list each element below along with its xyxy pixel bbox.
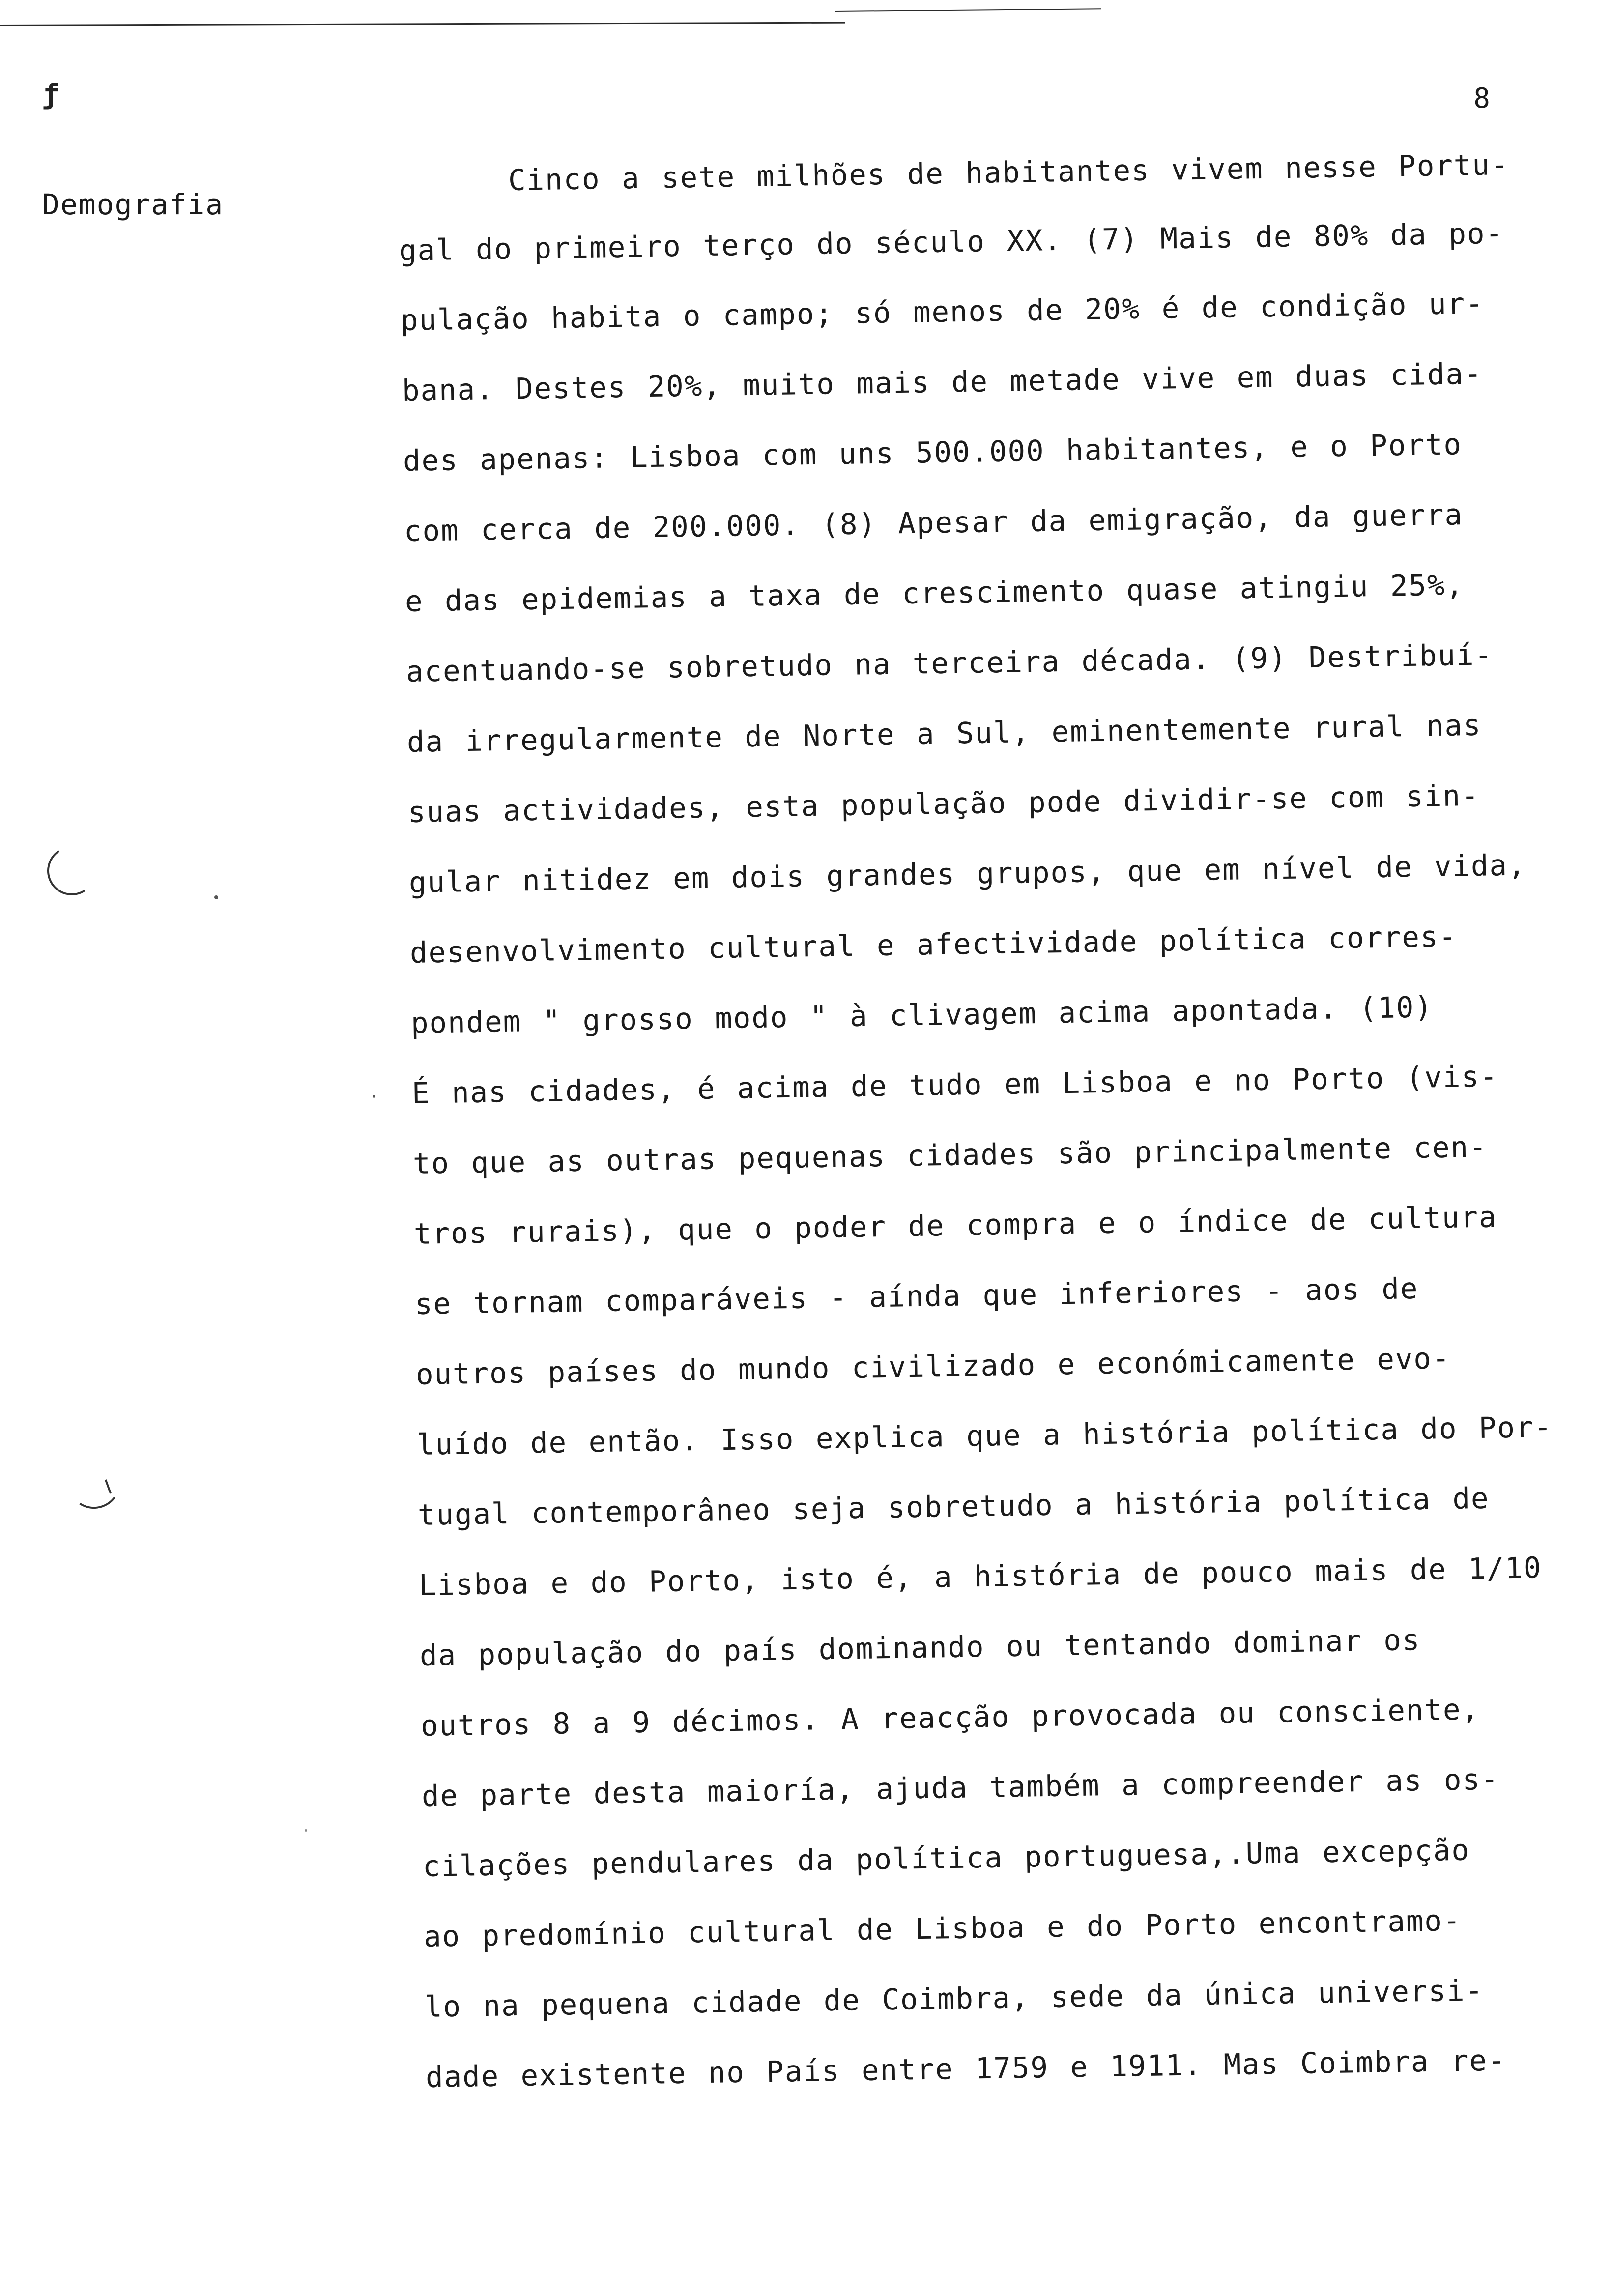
text-line: Cinco a sete milhões de habitantes vivem nesse Portu- [508,147,1509,197]
text-line: des apenas: Lisboa com uns 500.000 habitantes, e o Porto [403,427,1463,478]
text-line: tros rurais), que o poder de compra e o índice de cultura [413,1200,1497,1251]
text-line: de parte desta maioría, ajuda também a compreender as os- [421,1762,1499,1813]
text-line: É nas cidades, é acima de tudo em Lisboa e no Porto (vis- [411,1059,1498,1110]
speck [214,895,218,899]
text-line: lo na pequena cidade de Coimbra, sede da única universi- [424,1973,1484,2024]
text-line: ao predomínio cultural de Lisboa e do Porto encontramo- [423,1903,1462,1953]
top-rule-left [0,22,845,26]
text-line: suas actividades, esta população pode dividir-se com sin- [407,778,1480,829]
text-line: acentuando-se sobretudo na terceira década. (9) Destribuí- [405,637,1494,689]
text-line: e das epidemias a taxa de crescimento quase atingiu 25%, [404,568,1465,618]
text-line: outros 8 a 9 décimos. A reacção provocada ou consciente, [420,1692,1480,1743]
text-line: to que as outras pequenas cidades são principalmente cen- [412,1129,1488,1180]
text-line: outros países do mundo civilizado e económicamente evo- [415,1341,1451,1391]
text-line: luído de então. Isso explica que a história política do Por- [416,1409,1553,1462]
page-number: 8 [1473,83,1490,115]
text-line: da população do país dominando ou tentando dominar os [419,1623,1421,1672]
text-line: da irregularmente de Norte a Sul, eminentemente rural nas [406,708,1482,759]
side-heading: Demografia [42,188,224,221]
text-line: Lisboa e do Porto, isto é, a história de pouco mais de 1/10 [418,1550,1543,1602]
top-rule-right [835,8,1101,12]
text-line: com cerca de 200.000. (8) Apesar da emigração, da guerra [403,497,1464,548]
text-line: desenvolvimento cultural e afectividade política corres- [409,919,1458,970]
text-line: gular nitidez em dois grandes grupos, que em nível de vida, [408,848,1527,899]
text-line: dade existente no País entre 1759 e 1911. Mas Coimbra re- [425,2043,1506,2094]
text-line: gal do primeiro terço do século XX. (7) Mais de 80% da po- [399,216,1504,267]
text-line: tugal contemporâneo seja sobretudo a história política de [417,1481,1490,1532]
margin-mark: ƒ [42,79,59,111]
speck [305,1829,307,1832]
binder-hole-mark-lower [65,1457,123,1513]
text-line: se tornam comparáveis - aínda que inferiores - aos de [414,1271,1419,1321]
text-line: cilações pendulares da política portuguesa,.Uma excepção [422,1833,1470,1883]
text-line: pondem " grosso modo " à clivagem acima apontada. (10) [410,990,1434,1040]
text-line: bana. Destes 20%, muito mais de metade vive em duas cida- [402,356,1483,407]
text-line: pulação habita o campo; só menos de 20% é de condição ur- [400,286,1484,337]
binder-hole-mark-upper [43,842,101,900]
speck [373,1095,375,1098]
